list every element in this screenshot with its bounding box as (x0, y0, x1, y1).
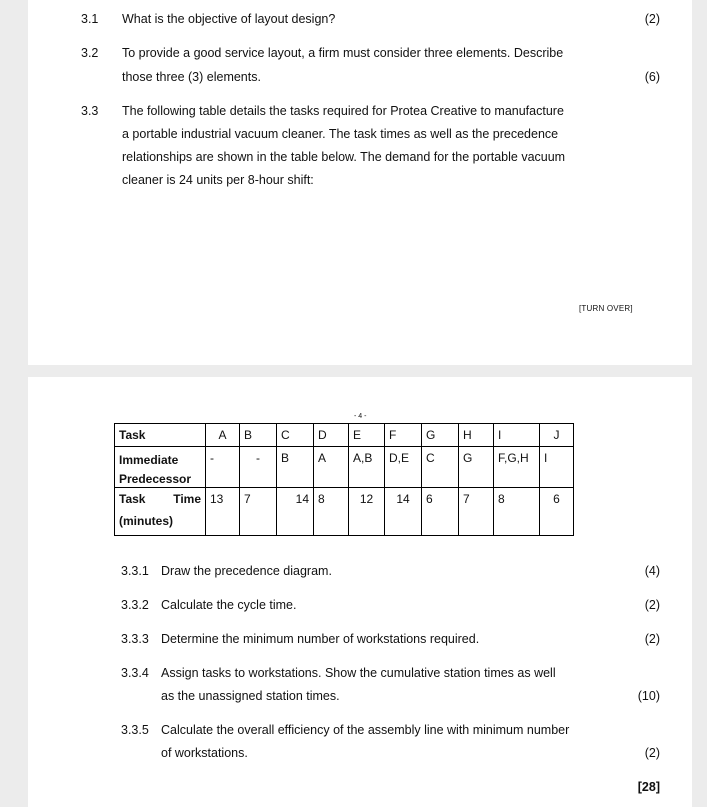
question-number: 3.1 (81, 12, 99, 26)
marks: (2) (644, 632, 660, 646)
table-cell: - (206, 447, 240, 488)
table-cell: F,G,H (494, 447, 540, 488)
question-number: 3.3 (81, 104, 99, 118)
table-cell: D (314, 424, 349, 447)
table-cell: - (240, 447, 277, 488)
row-label-word: Task (119, 492, 146, 506)
question-number: 3.2 (81, 46, 99, 60)
table-cell: E (349, 424, 385, 447)
table-cell: D,E (385, 447, 422, 488)
marks: (4) (644, 564, 660, 578)
table-cell: 12 (349, 488, 385, 536)
table-cell: A (314, 447, 349, 488)
total-marks: [28] (637, 780, 660, 794)
table-row-task (115, 424, 574, 447)
question-text-line: relationships are shown in the table below. The demand for the portable vacuum (122, 150, 566, 164)
row-label-time (115, 488, 206, 536)
table-cell: 6 (422, 488, 459, 536)
table-cell: 14 (385, 488, 422, 536)
subquestion-text-line: Assign tasks to workstations. Show the cumulative station times as well (161, 666, 556, 680)
task-table (114, 423, 574, 536)
row-label-line: Immediate (119, 453, 179, 467)
subquestion-number: 3.3.4 (121, 666, 149, 680)
table-cell: 8 (494, 488, 540, 536)
question-text-line: cleaner is 24 units per 8-hour shift: (122, 173, 314, 187)
marks: (10) (637, 689, 660, 703)
subquestion-number: 3.3.2 (121, 598, 149, 612)
page-number: - 4 - (354, 413, 367, 420)
table-cell: A,B (349, 447, 385, 488)
row-label-task: Task (115, 424, 206, 447)
subquestion-text: Calculate the cycle time. (161, 598, 297, 612)
question-text-line: a portable industrial vacuum cleaner. The task times as well as the precedence (122, 127, 559, 141)
table-cell: 14 (277, 488, 314, 536)
table-cell: H (459, 424, 494, 447)
table-cell: J (540, 424, 574, 447)
question-text-line: To provide a good service layout, a firm must consider three elements. Describe (122, 46, 564, 60)
table-cell: 13 (206, 488, 240, 536)
table-cell: B (277, 447, 314, 488)
subquestion-text-line: Calculate the overall efficiency of the assembly line with minimum number (161, 723, 570, 737)
question-text-line: The following table details the tasks required for Protea Creative to manufacture (122, 104, 564, 118)
table-cell: C (422, 447, 459, 488)
table-cell: G (459, 447, 494, 488)
subquestion-text: Draw the precedence diagram. (161, 564, 332, 578)
marks: (2) (644, 598, 660, 612)
subquestion-number: 3.3.1 (121, 564, 149, 578)
table-row-predecessor (115, 447, 574, 488)
table-cell: I (494, 424, 540, 447)
marks: (2) (644, 746, 660, 760)
table-cell: C (277, 424, 314, 447)
table-cell: F (385, 424, 422, 447)
marks: (2) (644, 12, 660, 26)
table-cell: 7 (459, 488, 494, 536)
row-label-line: (minutes) (119, 514, 173, 528)
table-cell: A (206, 424, 240, 447)
row-label-predecessor (115, 447, 206, 488)
turn-over-note: [TURN OVER] (579, 304, 633, 313)
table-cell: B (240, 424, 277, 447)
table-cell: 8 (314, 488, 349, 536)
table-row-time (115, 488, 574, 536)
question-text: What is the objective of layout design? (122, 12, 336, 26)
subquestion-number: 3.3.3 (121, 632, 149, 646)
row-label-line (119, 490, 201, 508)
row-label-line: Predecessor (119, 472, 192, 486)
subquestion-text: Determine the minimum number of workstations required. (161, 632, 480, 646)
marks: (6) (644, 70, 660, 84)
subquestion-text-line: as the unassigned station times. (161, 689, 340, 703)
subquestion-number: 3.3.5 (121, 723, 149, 737)
subquestion-text-line: of workstations. (161, 746, 248, 760)
table-cell: 7 (240, 488, 277, 536)
question-text-line: those three (3) elements. (122, 70, 261, 84)
row-label-word: Time (173, 492, 201, 506)
table-cell: G (422, 424, 459, 447)
table-cell: I (540, 447, 574, 488)
table-cell: 6 (540, 488, 574, 536)
